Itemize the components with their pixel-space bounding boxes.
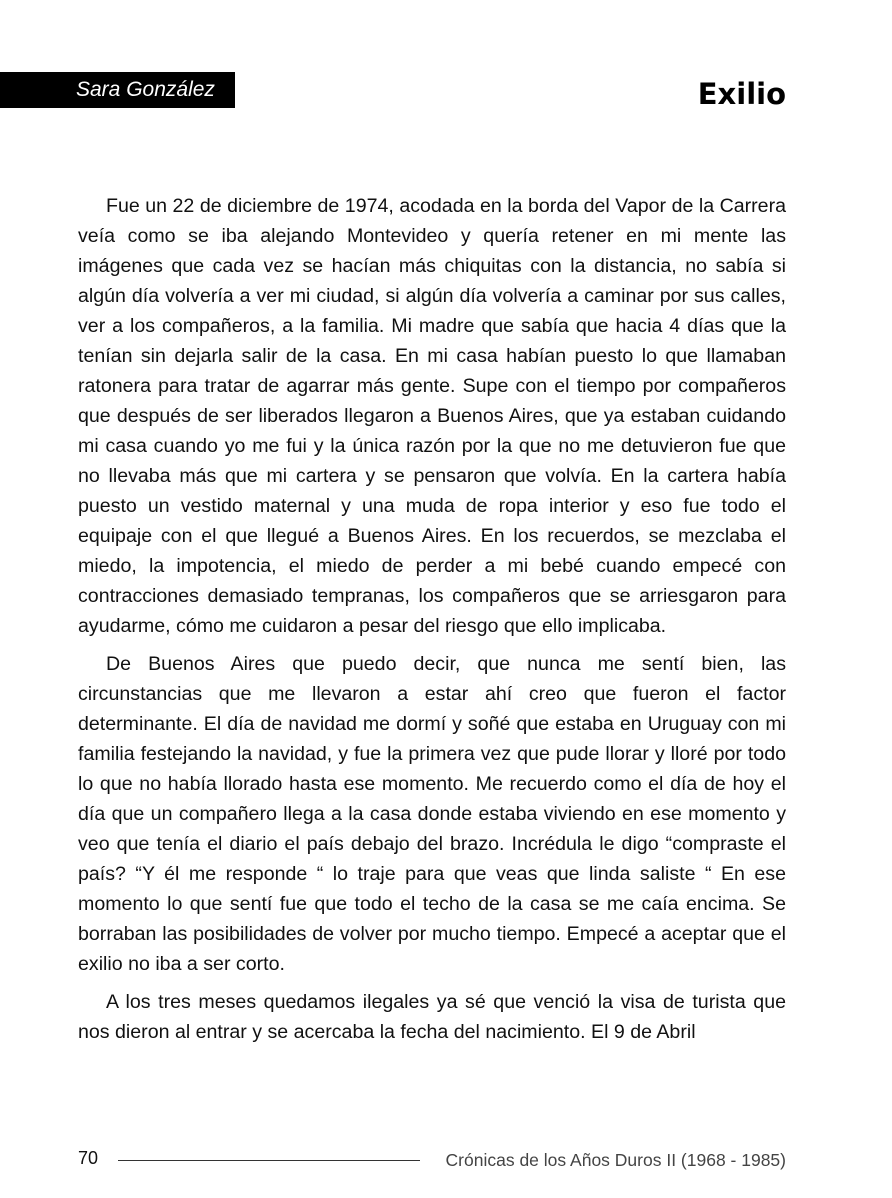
paragraph-1: Fue un 22 de diciembre de 1974, acodada en la borda del Vapor de la Carrera veía como se iba alejando Montevideo y quería retener en mi mente las imágenes que cada vez se hacían más chiquitas con la distancia, no sabía si algún día volvería a ver mi ciudad, si algún día volvería a caminar por sus calles, ver a los compañeros, a la familia. Mi madre que sabía que hacia 4 días que la tenían sin dejarla salir de la casa. En mi casa habían puesto lo que llamaban ratonera para tratar de agarrar más gente. Supe con el tiempo por compañeros que después de ser liberados llegaron a Buenos Aires, que ya estaban cuidando mi casa cuando yo me fui y la única razón por la que no me detuvieron fue que no llevaba más que mi cartera y se pensaron que volvía. En la cartera había puesto un vestido maternal y una muda de ropa interior y eso fue todo el equipaje con el que llegué a Buenos Aires. En los recuerdos, se mezclaba el miedo, la impotencia, el miedo de perder a mi bebé cuando empecé con contracciones demasiado tempranas, los compañeros que se arriesgaron para ayudarme, cómo me cuidaron a pesar del riesgo que ello implicaba. [78,195,786,637]
paragraph-3: A los tres meses quedamos ilegales ya sé que venció la visa de turista que nos dieron al entrar y se acercaba la fecha del nacimiento. El 9 de Abril [78,991,786,1043]
author-name-bar [0,72,235,108]
chapter-title: Exilio [697,77,786,111]
paragraph-2: De Buenos Aires que puedo decir, que nunca me sentí bien, las circunstancias que me llevaron a estar ahí creo que fueron el factor determinante. El día de navidad me dormí y soñé que estaba en Uruguay con mi familia festejando la navidad, y fue la primera vez que pude llorar y lloré por todo lo que no había llorado hasta ese momento. Me recuerdo como el día de hoy el día que un compañero llega a la casa donde estaba viviendo en ese momento y veo que tenía el diario el país debajo del brazo. Incrédula le digo “compraste el país? “Y él me responde “ lo traje para que veas que linda saliste “ En ese momento lo que sentí fue que todo el techo de la casa se me caía encima. Se borraban las posibilidades de volver por mucho tiempo. Empecé a aceptar que el exilio no iba a ser corto. [78,653,786,975]
book-title: Crónicas de los Años Duros II (1968 - 1985) [445,1150,786,1170]
page-number: 70 [78,1148,99,1168]
body-text [78,191,786,1055]
author-name: Sara González [76,78,215,101]
footer-divider [118,1160,420,1161]
